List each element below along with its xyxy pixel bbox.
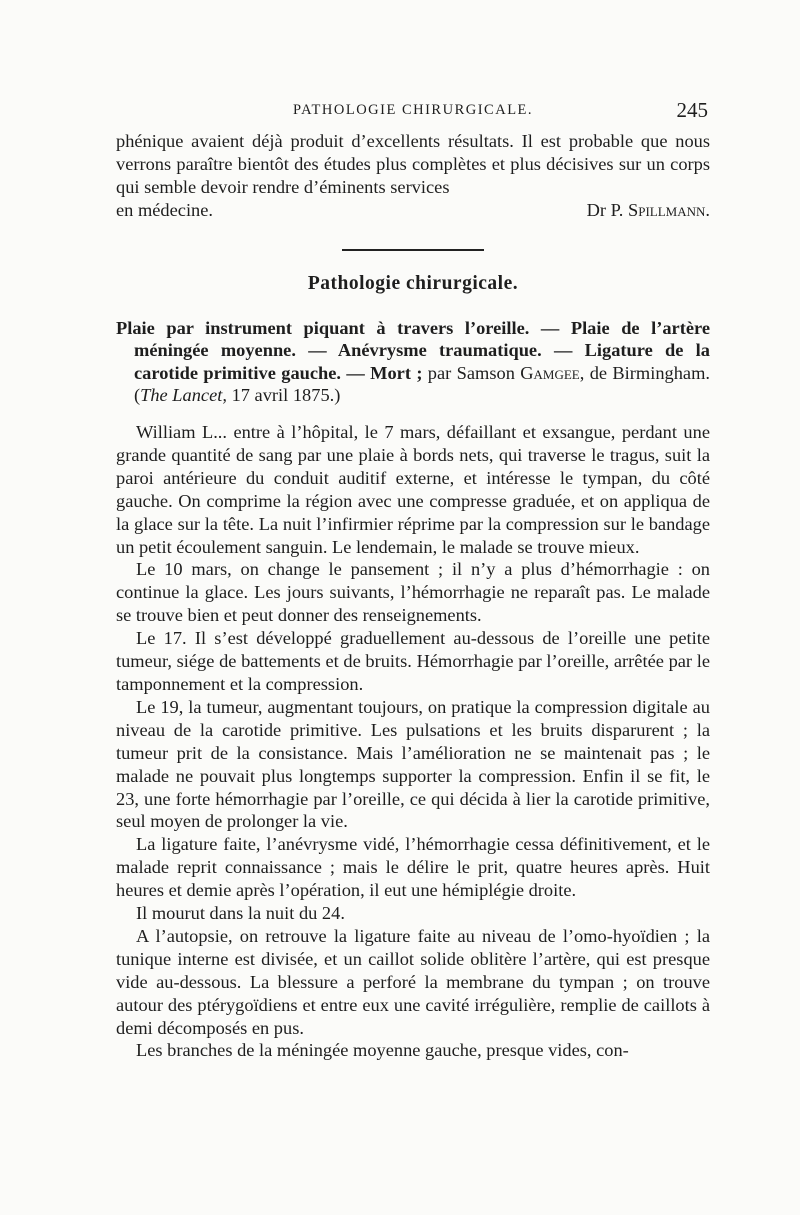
article-title — [116, 317, 710, 407]
previous-article-ending — [116, 130, 710, 222]
article-author-prefix: par Samson — [422, 362, 521, 383]
article-paragraph: Les branches de la méningée moyenne gauche, presque vides, con- — [136, 1040, 629, 1061]
article-author-suffix: , de Birmingham. ( — [134, 362, 710, 406]
previous-article-paragraph: phénique avaient déjà produit d’excellents résultats. Il est probable que nous verrons paraître bientôt des études plus complètes et plus décisives sur un corps qui semble devoir rendre d’éminents services — [116, 131, 710, 197]
running-head-title: PATHOLOGIE CHIRURGICALE. — [292, 102, 534, 118]
article-paragraph: Le 19, la tumeur, augmentant toujours, on pratique la compression digitale au niveau de la carotide primitive. Les pulsations et les bruits disparurent ; la tumeur prit de la consistance. Mais l’amélioration ne se maintenait pas ; le malade ne pouvait plus longtemps supporter la compression. Enfin il se fit, le 23, une forte hémorrhagie par l’oreille, ce qui décida à lier la carotide primitive, seul moyen de prolonger la vie. — [116, 696, 710, 832]
article-paragraph: Le 10 mars, on change le pansement ; il n’y a plus d’hémorrhagie : on continue la glace. Les jours suivants, l’hémorrhagie ne reparaît pas. Le malade se trouve bien et peut donner des renseignements. — [116, 559, 710, 626]
section-title: Pathologie chirurgicale. — [307, 272, 519, 294]
article-paragraph: A l’autopsie, on retrouve la ligature faite au niveau de l’omo-hyoïdien ; la tunique interne est divisée, et un caillot solide oblitère l’artère, qui est presque vide au-dessous. La blessure a perforé la membrane du tympan ; on trouve autour des ptérygoïdiens et entre eux une cavité irrégulière, remplie de caillots à demi décomposés en pus. — [116, 925, 710, 1038]
signature-line — [116, 199, 710, 222]
running-head — [116, 100, 710, 130]
article-paragraph: Le 17. Il s’est développé graduellement au-dessous de l’oreille une petite tumeur, siége de battements et de bruits. Hémorrhagie par l’oreille, arrêtée par le tamponnement et la compression. — [116, 628, 710, 694]
signature-initial: P. — [610, 199, 624, 220]
signature-name: Spillmann. — [628, 199, 710, 220]
article-author-name: Gamgee — [520, 362, 580, 383]
signature-title: Dr — [586, 199, 606, 220]
section-divider — [342, 249, 484, 251]
page-number: 245 — [676, 98, 708, 122]
article-body — [116, 421, 710, 1062]
author-signature — [587, 199, 710, 222]
article-title-main: Plaie par instrument piquant à travers l’oreille. — Plaie de l’artère méningée moyenne. — Anévrysme traumatique. — Ligature de la carotide primitive gauche. — Mort ; — [116, 317, 710, 383]
article-paragraph: La ligature faite, l’anévrysme vidé, l’hémorrhagie cessa définitivement, et le malade reprit connaissance ; mais le délire le prit, quatre heures après. Huit heures et demie après l’opération, il eut une hémiplégie droite. — [116, 834, 710, 901]
article-source: The Lancet, — [140, 385, 227, 406]
article-paragraph: William L... entre à l’hôpital, le 7 mars, défaillant et exsangue, perdant une grande quantité de sang par une plaie à bords nets, qui traverse le tragus, suit la paroi antérieure du conduit auditif externe, et intéresse le tympan, du côté gauche. On comprime la région avec une compresse graduée, et on appliqua de la glace sur la tête. La nuit l’infirmier réprime par la compression sur le bandage un petit écoulement sanguin. Le lendemain, le malade se trouve mieux. — [116, 422, 710, 557]
article-paragraph: Il mourut dans la nuit du 24. — [136, 903, 345, 924]
previous-article-last-line: en médecine. — [116, 199, 214, 220]
article-date: 17 avril 1875.) — [226, 385, 341, 406]
